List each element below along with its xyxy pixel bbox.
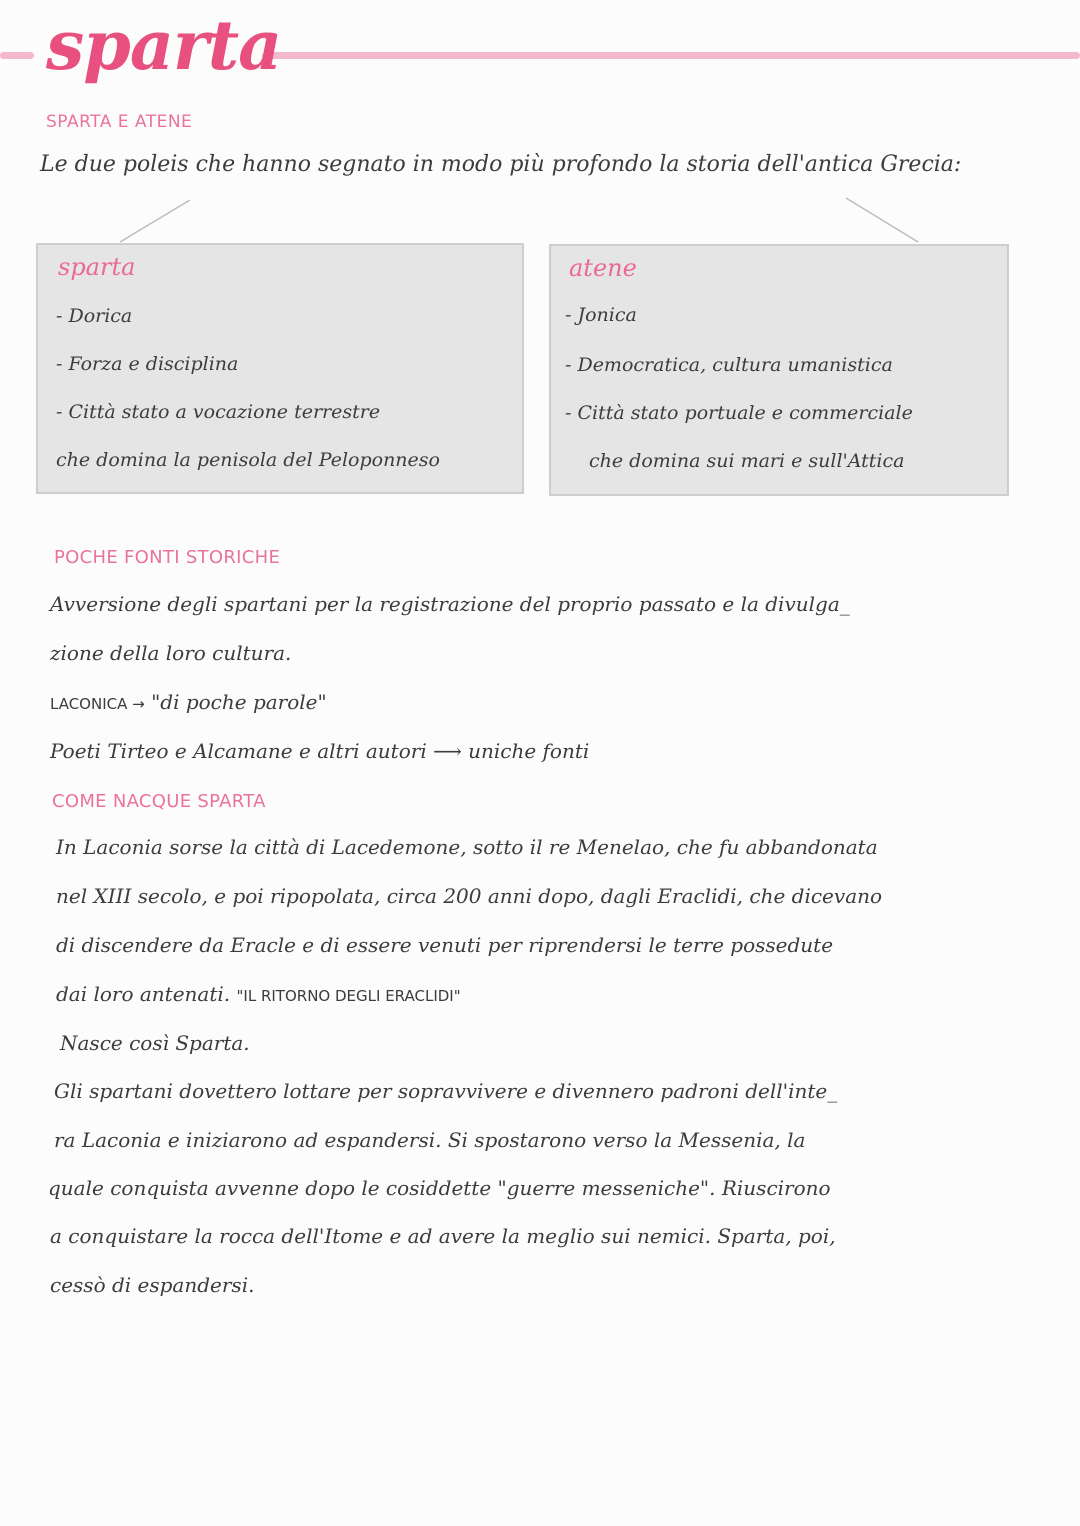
atene-line-1: - Jonica (565, 304, 637, 326)
nacque-line-4: dai loro antenati. (56, 982, 231, 1006)
section-heading-fonti: POCHE FONTI STORICHE (54, 547, 281, 568)
fonti-line-2: zione della loro cultura. (50, 641, 292, 665)
fonti-line-1: Avversione degli spartani per la registrazione del proprio passato e la divulga_ (50, 592, 850, 616)
page-title: sparta (46, 6, 282, 86)
sparta-box-title: sparta (58, 253, 136, 281)
nacque-quote: "IL RITORNO DEGLI ERACLIDI" (236, 987, 461, 1005)
connector-left (120, 200, 190, 242)
atene-line-3: - Città stato portuale e commerciale (565, 402, 913, 424)
para2-line-5: cessò di espandersi. (50, 1273, 255, 1297)
para2-line-2: ra Laconia e iniziarono ad espandersi. Si spostarono verso la Messenia, la (54, 1128, 806, 1152)
para2-line-1: Gli spartani dovettero lottare per sopravvivere e divennero padroni dell'inte_ (54, 1079, 838, 1103)
atene-line-2: - Democratica, cultura umanistica (565, 354, 893, 376)
nacque-line-4-row (56, 982, 461, 1006)
atene-line-4: che domina sui mari e sull'Attica (589, 450, 905, 472)
para2-line-3: quale conquista avvenne dopo le cosiddette "guerre messeniche". Riuscirono (48, 1176, 831, 1200)
atene-box (549, 244, 1009, 496)
nacque-line-1: In Laconia sorse la città di Lacedemone, sotto il re Menelao, che fu abbandonata (56, 835, 878, 859)
section-heading-nacque: COME NACQUE SPARTA (52, 791, 266, 812)
atene-box-title: atene (569, 254, 637, 282)
sparta-box (36, 243, 524, 494)
connector-lines (0, 0, 1080, 260)
laconica-term: LACONICA → (50, 695, 145, 713)
sparta-line-1: - Dorica (56, 305, 133, 327)
intro-sentence: Le due poleis che hanno segnato in modo più profondo la storia dell'antica Grecia: (40, 152, 962, 177)
nacque-line-3: di discendere da Eracle e di essere venuti per riprendersi le terre possedute (56, 933, 834, 957)
laconica-row (50, 690, 327, 714)
poets-line: Poeti Tirteo e Alcamane e altri autori ⟶ uniche fonti (50, 739, 590, 763)
connector-right (846, 198, 918, 242)
sparta-line-4: che domina la penisola del Peloponneso (56, 449, 440, 471)
nacque-line-2: nel XIII secolo, e poi ripopolata, circa 200 anni dopo, dagli Eraclidi, che dicevano (56, 884, 883, 908)
sparta-line-3: - Città stato a vocazione terrestre (56, 401, 381, 423)
para2-line-4: a conquistare la rocca dell'Itome e ad avere la meglio sui nemici. Sparta, poi, (50, 1224, 836, 1248)
page-subtitle: SPARTA E ATENE (46, 112, 193, 132)
laconica-definition: "di poche parole" (151, 690, 327, 714)
sparta-line-2: - Forza e disciplina (56, 353, 239, 375)
nasce-line: Nasce così Sparta. (60, 1031, 250, 1055)
